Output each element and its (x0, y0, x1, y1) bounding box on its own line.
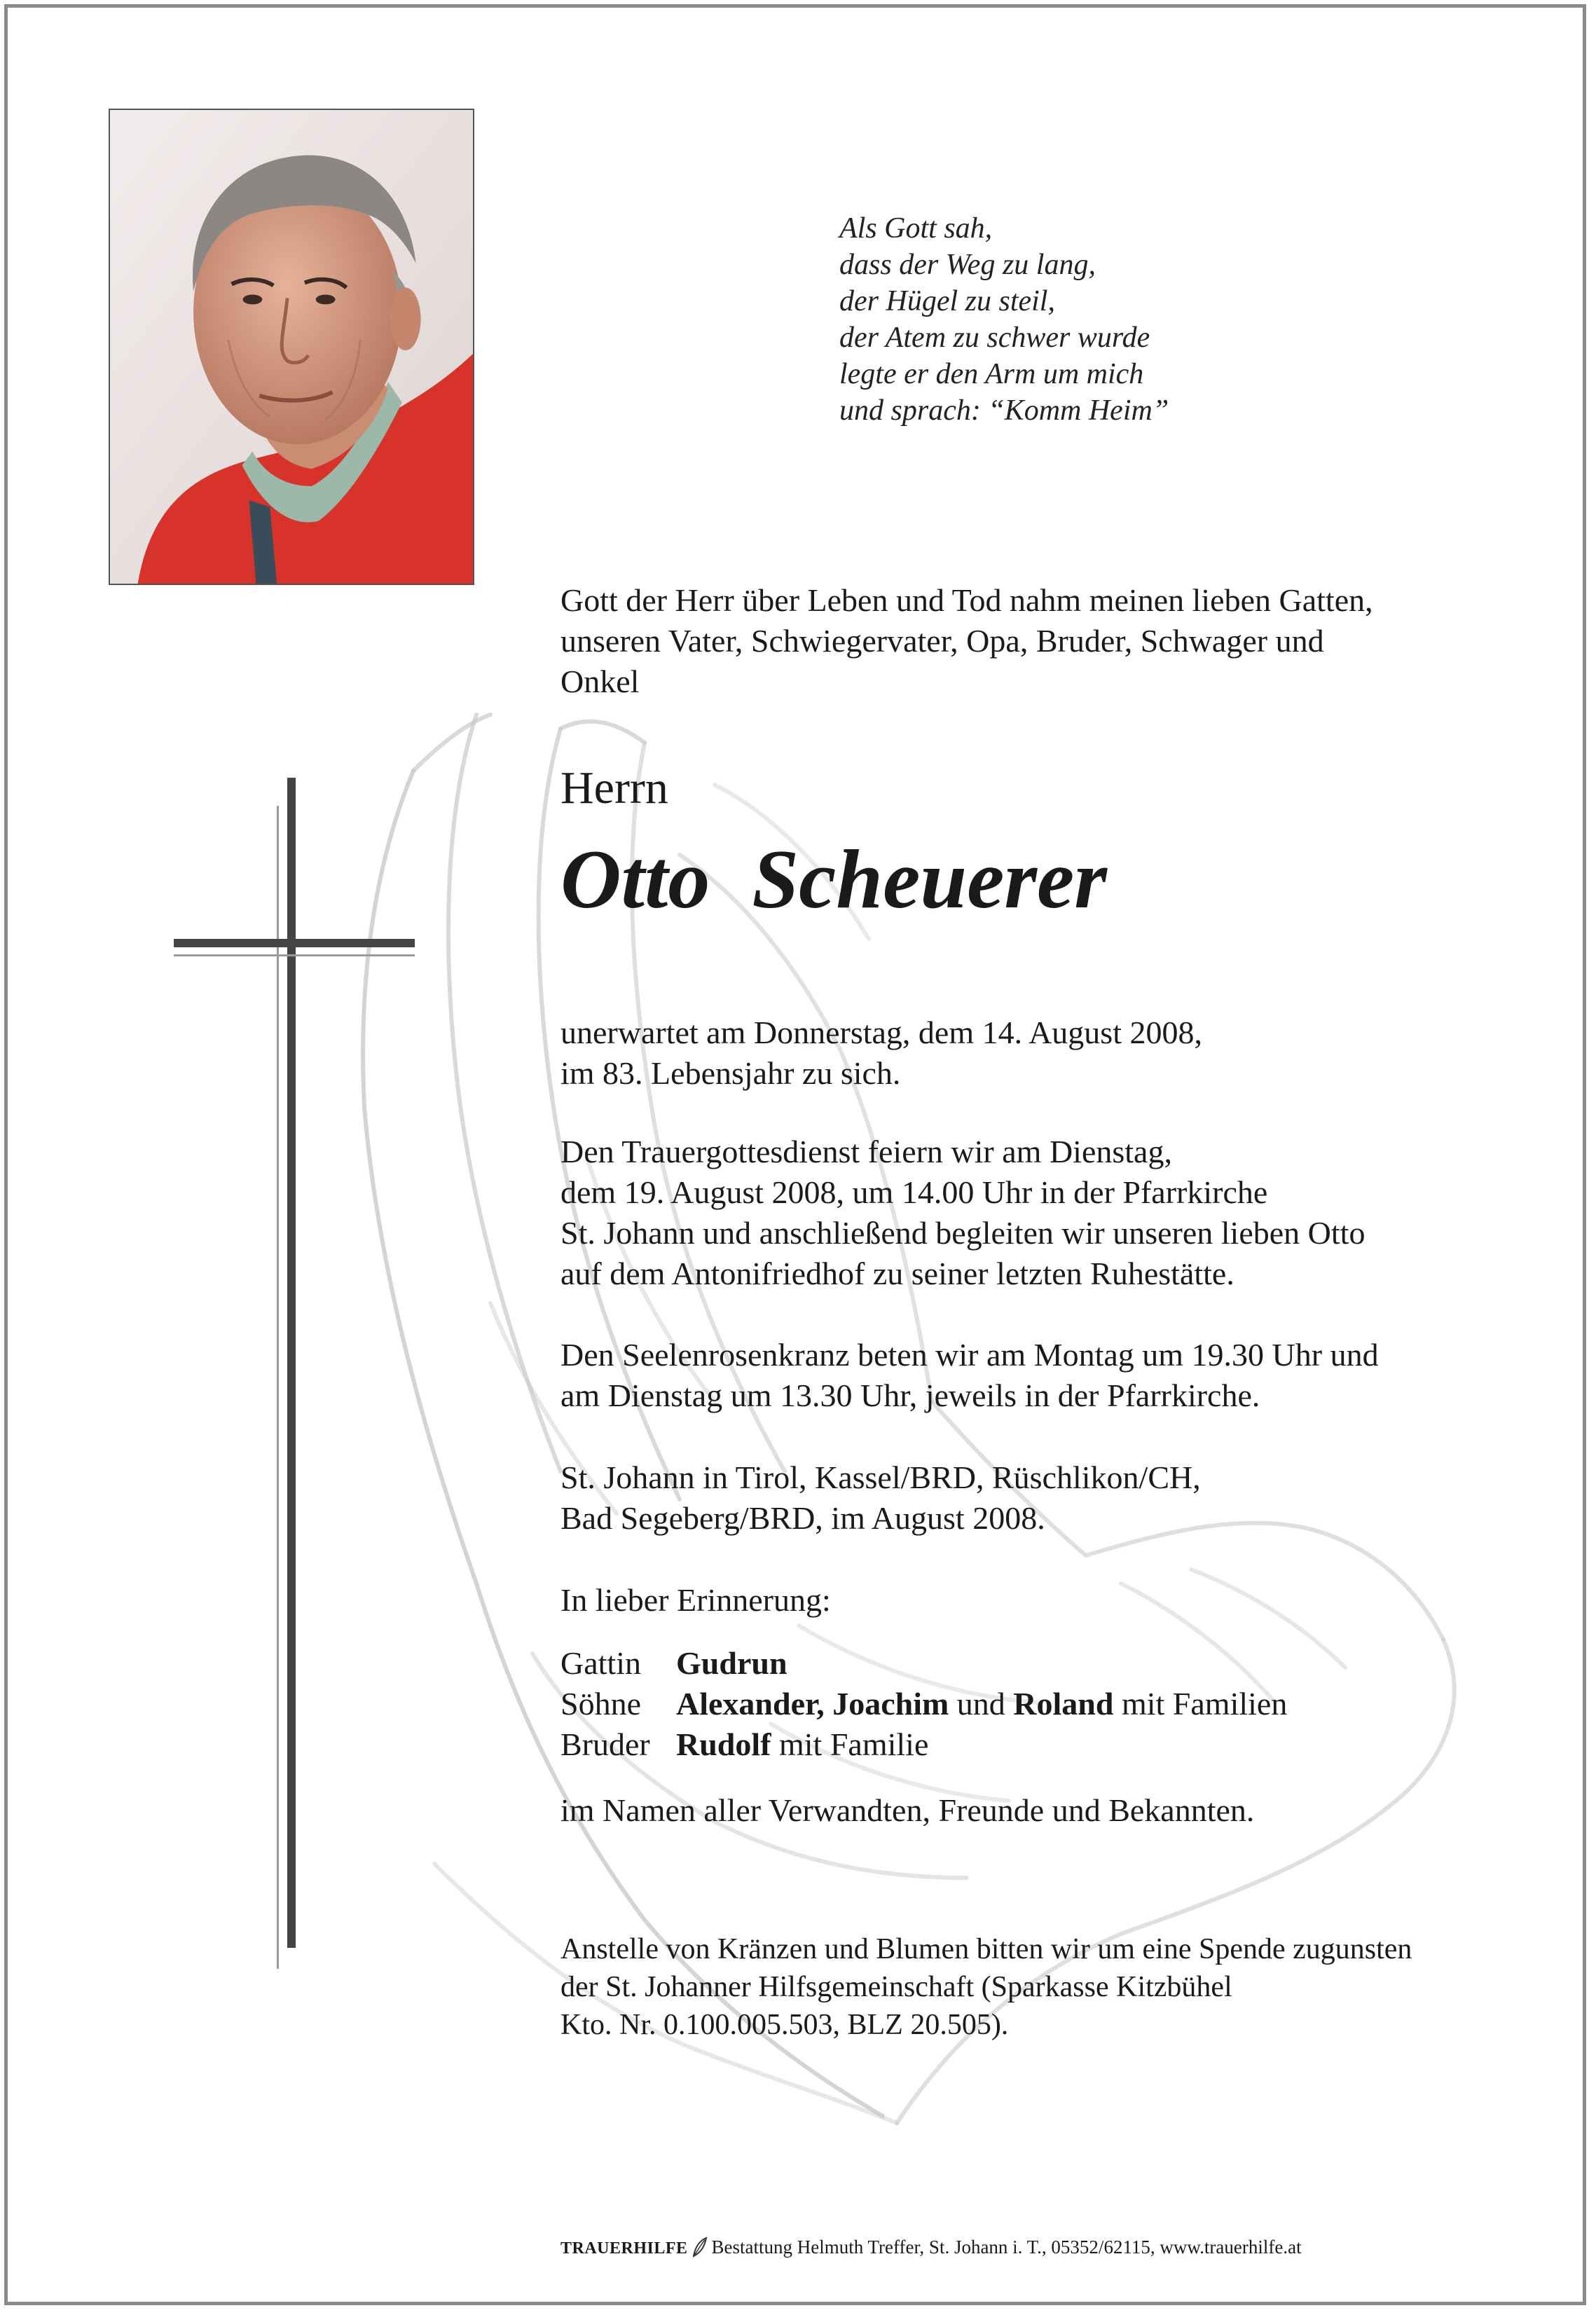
rosary-line: Den Seelenrosenkranz beten wir am Montag um 19.30 Uhr und (560, 1337, 1379, 1373)
funeral-line: St. Johann und anschließend begleiten wir unseren lieben Otto (560, 1215, 1365, 1251)
relation-label: Söhne (560, 1686, 641, 1722)
sons-last-name: Roland (1013, 1686, 1114, 1722)
family-row-sons (560, 1684, 1527, 1724)
funeral-line: auf dem Antonifriedhof zu seiner letzten Ruhestätte. (560, 1256, 1234, 1291)
poem-line: der Hügel zu steil, (839, 285, 1055, 317)
poem-line: dass der Weg zu lang, (839, 249, 1096, 281)
cross-icon (168, 778, 420, 1969)
poem-line: und sprach: “Komm Heim” (839, 394, 1169, 427)
deceased-name-text: Otto Scheuerer (560, 832, 1107, 926)
places-line: Bad Segeberg/BRD, im August 2008. (560, 1500, 1045, 1536)
places-line: St. Johann in Tirol, Kassel/BRD, Rüschlikon/CH, (560, 1459, 1201, 1495)
funeral-line: dem 19. August 2008, um 14.00 Uhr in der Pfarrkirche (560, 1174, 1268, 1210)
donation-line: der St. Johanner Hilfsgemeinschaft (Sparkasse Kitzbühel (560, 1971, 1232, 2003)
family-list (560, 1643, 1527, 1765)
poem-line: legte er den Arm um mich (839, 358, 1144, 390)
death-paragraph (560, 1012, 1527, 1094)
intro-line: Gott der Herr über Leben und Tod nahm meinen lieben Gatten, (560, 582, 1373, 618)
poem-line: der Atem zu schwer wurde (839, 322, 1150, 354)
relation-label: Gattin (560, 1645, 641, 1681)
death-line: im 83. Lebensjahr zu sich. (560, 1055, 901, 1091)
funeral-paragraph (560, 1132, 1527, 1294)
intro-line: Onkel (560, 664, 640, 699)
poem-line: Als Gott sah, (839, 212, 993, 245)
salutation: Herrn (560, 762, 668, 813)
rosary-line: am Dienstag um 13.30 Uhr, jeweils in der Pfarrkirche. (560, 1378, 1260, 1413)
footer-text: Bestattung Helmuth Treffer, St. Johann i. T., 05352/62115, www.trauerhilfe.at (711, 2237, 1302, 2258)
donation-line: Kto. Nr. 0.100.005.503, BLZ 20.505). (560, 2009, 1009, 2041)
relation-label: Bruder (560, 1726, 650, 1762)
intro-paragraph (560, 580, 1527, 702)
funeral-line: Den Trauergottesdienst feiern wir am Dienstag, (560, 1134, 1172, 1169)
family-row-brother (560, 1724, 1527, 1765)
deceased-name (560, 830, 1527, 928)
wife-name: Gudrun (676, 1645, 787, 1681)
closing-line: im Namen aller Verwandten, Freunde und Bekannten. (560, 1792, 1255, 1828)
brother-name: Rudolf (676, 1726, 771, 1762)
brother-suffix: mit Familie (771, 1726, 929, 1762)
sons-suffix: mit Familien (1113, 1686, 1288, 1722)
leaf-icon (691, 2237, 709, 2258)
rosary-paragraph (560, 1335, 1527, 1416)
intro-line: unseren Vater, Schwiegervater, Opa, Bruder, Schwager und (560, 623, 1324, 659)
donation-paragraph (560, 1930, 1527, 2044)
places-paragraph (560, 1457, 1527, 1539)
footer (560, 2235, 1471, 2260)
poem (839, 210, 1372, 429)
donation-line: Anstelle von Kränzen und Blumen bitten wir um eine Spende zugunsten (560, 1933, 1412, 1965)
footer-brand: TRAUERHILFE (560, 2239, 688, 2258)
family-row-wife (560, 1643, 1527, 1684)
sons-and: und (949, 1686, 1014, 1722)
portrait-photo (109, 109, 474, 585)
sons-names: Alexander, Joachim (676, 1686, 949, 1722)
memory-label: In lieber Erinnerung: (560, 1582, 831, 1618)
death-line: unerwartet am Donnerstag, dem 14. August 2008, (560, 1015, 1202, 1050)
